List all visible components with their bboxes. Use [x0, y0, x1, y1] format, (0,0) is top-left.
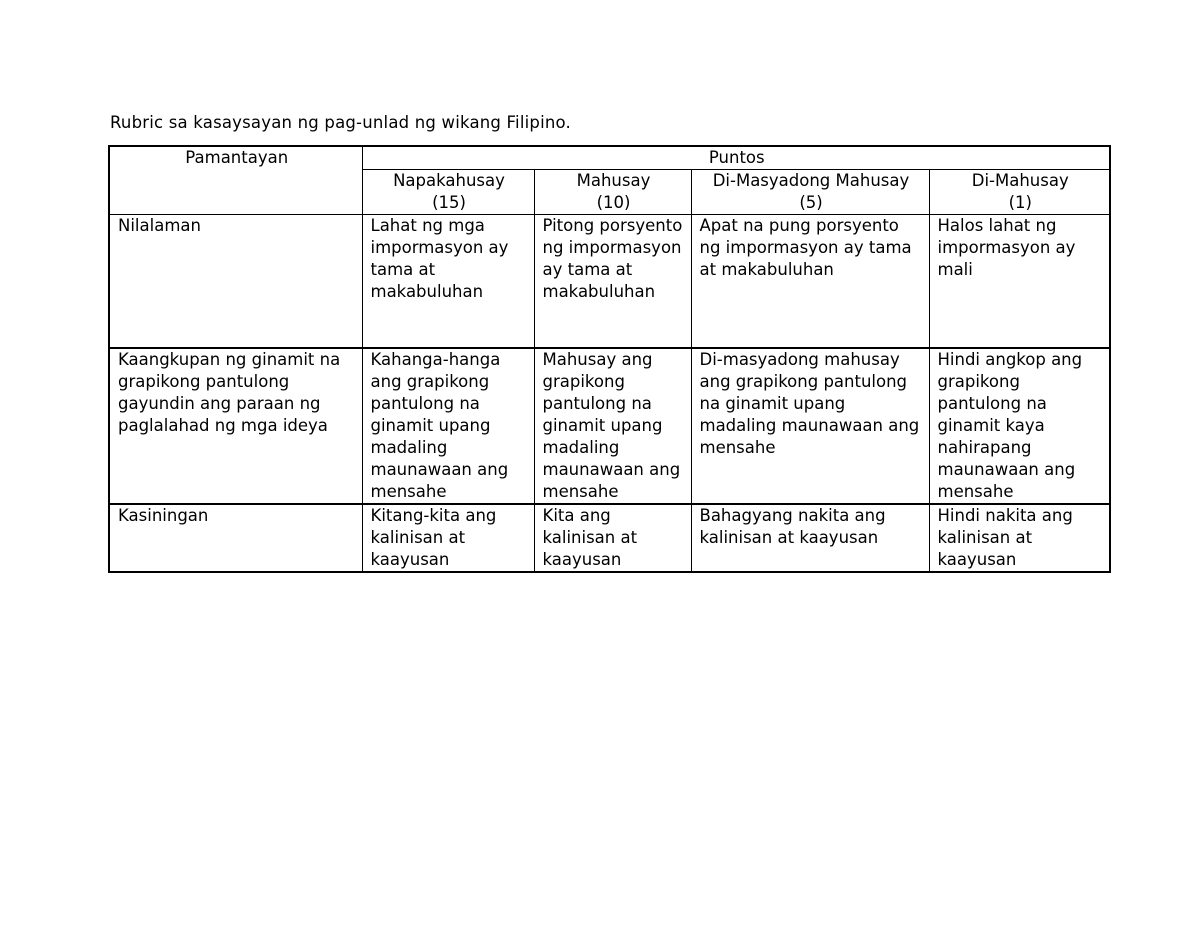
table-row-kaangkupan: [109, 348, 1110, 504]
score-cell: Bahagyang nakita ang kalinisan at kaayusan: [691, 504, 929, 572]
criterion-cell: Nilalaman: [109, 215, 362, 349]
level-name: Di-Masyadong Mahusay: [712, 171, 910, 190]
score-cell: Halos lahat ng impormasyon ay mali: [929, 215, 1110, 349]
score-cell: Apat na pung porsyento ng impormasyon ay tama at makabuluhan: [691, 215, 929, 349]
header-row-points: [109, 146, 1110, 170]
score-cell: Mahusay ang grapikong pantulong na ginamit upang madaling maunawaan ang mensahe: [534, 348, 691, 504]
score-cell: Lahat ng mga impormasyon ay tama at makabuluhan: [362, 215, 534, 349]
points-header: Puntos: [362, 146, 1110, 170]
level-name: Napakahusay: [393, 171, 505, 190]
level-header-napakahusay: [362, 170, 534, 215]
score-cell: Kitang-kita ang kalinisan at kaayusan: [362, 504, 534, 572]
level-name: Mahusay: [576, 171, 651, 190]
level-name: Di-Mahusay: [971, 171, 1069, 190]
level-points: (10): [596, 193, 631, 212]
level-header-mahusay: [534, 170, 691, 215]
criteria-header: Pamantayan: [109, 146, 362, 215]
score-cell: Di-masyadong mahusay ang grapikong pantulong na ginamit upang madaling maunawaan ang mensahe: [691, 348, 929, 504]
score-cell: Pitong porsyento ng impormasyon ay tama at makabuluhan: [534, 215, 691, 349]
level-points: (5): [799, 193, 823, 212]
score-cell: Hindi nakita ang kalinisan at kaayusan: [929, 504, 1110, 572]
table-row-kasiningan: [109, 504, 1110, 572]
document-title: Rubric sa kasaysayan ng pag-unlad ng wikang Filipino.: [110, 113, 571, 132]
level-header-di-masyadong-mahusay: [691, 170, 929, 215]
score-cell: Kahanga-hanga ang grapikong pantulong na ginamit upang madaling maunawaan ang mensahe: [362, 348, 534, 504]
criterion-cell: Kaangkupan ng ginamit na grapikong pantulong gayundin ang paraan ng paglalahad ng mga ideya: [109, 348, 362, 504]
score-cell: Kita ang kalinisan at kaayusan: [534, 504, 691, 572]
score-cell: Hindi angkop ang grapikong pantulong na ginamit kaya nahirapang maunawaan ang mensahe: [929, 348, 1110, 504]
rubric-table: [108, 145, 1111, 573]
table-row-nilalaman: [109, 215, 1110, 349]
level-header-di-mahusay: [929, 170, 1110, 215]
level-points: (15): [432, 193, 466, 212]
criterion-cell: Kasiningan: [109, 504, 362, 572]
level-points: (1): [1008, 193, 1032, 212]
